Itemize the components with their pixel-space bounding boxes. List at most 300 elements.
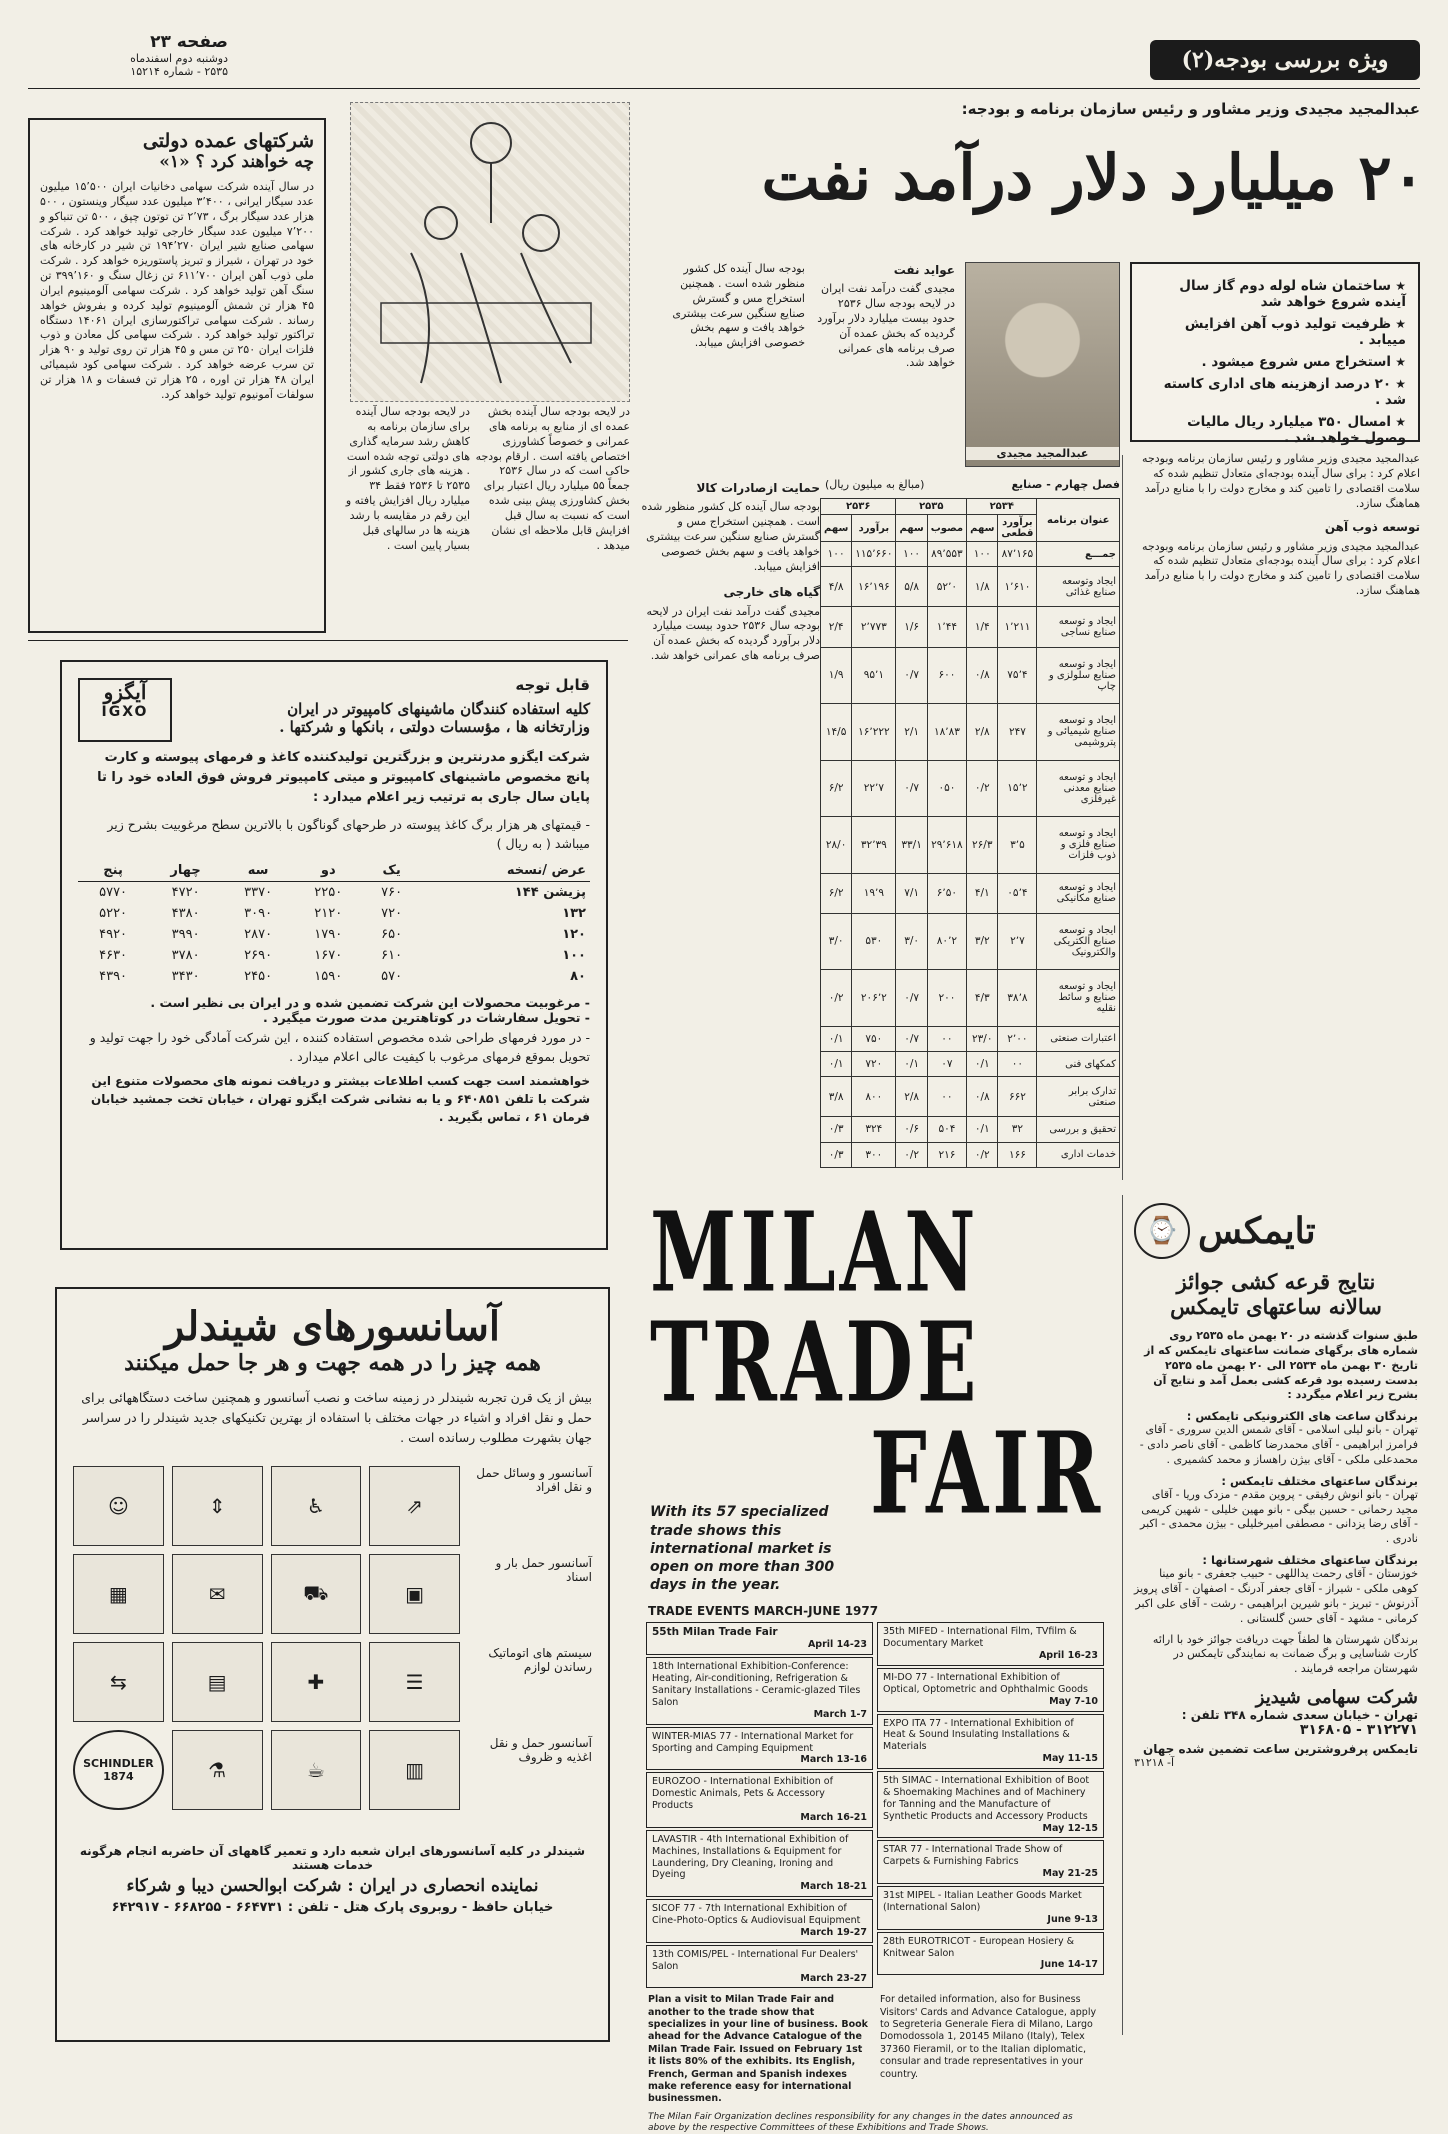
budget-row-label: جمـــع: [1037, 542, 1120, 567]
budget-cell: ۳/۸: [821, 1077, 852, 1117]
budget-row-label: ایجاد و توسعه صنایع مکانیکی: [1037, 873, 1120, 913]
schindler-footer-1: شیندلر در کلیه آسانسورهای ایران شعبه دارد و تعمیر گاههای آن حاضربه انجام هرگونه خدمات هستند: [79, 1844, 586, 1872]
budget-cell: ۱۶٬۲۲۲: [852, 704, 896, 761]
page-number: صفحه ۲۳: [150, 32, 228, 52]
price-col: پنج: [103, 862, 123, 878]
budget-cell: ۱٬۴۴: [927, 607, 966, 647]
price-col: سه: [247, 862, 269, 878]
trade-event: [646, 1657, 873, 1724]
price-cell: ۳۰۹۰: [244, 905, 273, 921]
budget-subcol: برآورد: [852, 515, 896, 542]
car-lift-icon: ⛟: [271, 1554, 362, 1634]
price-row: [78, 924, 590, 945]
price-cell: ۶۵۰: [381, 926, 403, 942]
trade-event-text: EUROZOO - International Exhibition of Domestic Animals, Pets & Accessory Products: [652, 1776, 833, 1812]
price-row: [78, 903, 590, 924]
budget-table-unit: (مبالغ به میلیون ریال): [825, 478, 925, 491]
schindler-headline: آسانسورهای شیندلر: [164, 1303, 501, 1350]
price-cell: ۲۶۹۰: [244, 947, 273, 963]
schindler-ad: [55, 1287, 610, 2042]
section-rule-left: [28, 640, 628, 641]
timex-ad: [1128, 1195, 1424, 2040]
milan-word: MILAN: [650, 1189, 980, 1317]
dumbwaiter-icon: ▥: [369, 1730, 460, 1810]
doctor-sketch-drawing: [351, 103, 631, 403]
passenger-elevator-icon: ⇕: [172, 1466, 263, 1546]
trade-event-text: MI-DO 77 - International Exhibition of Optical, Optometric and Ophthalmic Goods: [883, 1671, 1088, 1695]
price-cell: ۲۸۷۰: [244, 926, 273, 942]
budget-row-label: ایجاد وتوسعه صنایع غذائی: [1037, 567, 1120, 607]
subhead-oil: عواید نفت: [893, 263, 955, 277]
trade-event: [646, 1830, 873, 1897]
container-lift-icon: ▤: [172, 1642, 263, 1722]
budget-year-2536: ۲۵۳۶: [821, 499, 896, 515]
budget-cell: ۱۶۶: [998, 1142, 1037, 1167]
budget-cell: ۰۰: [927, 1077, 966, 1117]
price-cell: ۲۱۲۰: [314, 905, 343, 921]
trade-event: [877, 1771, 1104, 1838]
budget-row: [821, 913, 1120, 970]
schindler-footer-2: نماینده انحصاری در ایران : شرکت ابوالحسن دیبا و شرکاء: [126, 1876, 539, 1896]
portrait-photo: [965, 262, 1120, 467]
timex-phone: ۳۱۲۲۷۱ - ۳۱۶۸۰۵: [1299, 1722, 1418, 1739]
price-cell: ۳۷۸۰: [171, 947, 200, 963]
computer-ad-note-2: - تحویل سفارشات در کوتاهترین مدت صورت میگیرد .: [262, 1009, 590, 1025]
budget-cell: ۰/۳: [821, 1117, 852, 1142]
budget-cell: ۳٬۵: [998, 817, 1037, 874]
budget-cell: ۴/۱: [967, 873, 998, 913]
budget-row-label: تحقیق و بررسی: [1037, 1117, 1120, 1142]
trade-event: [877, 1932, 1104, 1976]
kitchen-lift-icon: ⚗: [172, 1730, 263, 1810]
trade-event: [646, 1772, 873, 1828]
price-cell: ۷۶۰: [381, 884, 403, 900]
trade-event-date: June 14-17: [1040, 1959, 1098, 1971]
trade-event-text: 35th MIFED - International Film, TVfilm & Documentary Market: [883, 1626, 1077, 1650]
price-row-width: ۱۰۰: [562, 947, 586, 963]
price-row-width: ۱۲۰: [562, 926, 586, 942]
budget-cell: ۸۷٬۱۶۵: [998, 542, 1037, 567]
schindler-icon-grid: [73, 1466, 460, 1826]
budget-cell: ۰/۲: [896, 1142, 927, 1167]
budget-year-2535: ۲۵۳۵: [896, 499, 967, 515]
column-rule: [1122, 455, 1123, 1180]
budget-cell: ۹۵٬۱: [852, 647, 896, 704]
schindler-logo: [73, 1730, 164, 1810]
budget-row-label: ایجاد و توسعه صنایع الکتریکی والکترونیک: [1037, 913, 1120, 970]
conveyor-icon: ☰: [369, 1642, 460, 1722]
price-row-width: ۱۳۲: [562, 905, 586, 921]
price-cell: ۵۷۰: [381, 968, 403, 984]
trade-event-date: March 16-21: [800, 1811, 867, 1823]
schindler-labels: [472, 1466, 592, 1826]
computer-ad-title: قابل توجه: [515, 676, 590, 694]
trade-event-date: April 16-23: [1038, 1650, 1098, 1662]
price-row: [78, 881, 590, 903]
budget-cell: ۰۵٬۴: [998, 873, 1037, 913]
price-cell: ۳۳۷۰: [244, 884, 273, 900]
paper-price-table: [78, 860, 590, 987]
timex-winners-header-3: برندگان ساعتهای مختلف شهرستانها :: [1202, 1553, 1418, 1568]
budget-cell: ۳۰۰: [852, 1142, 896, 1167]
budget-cell: ۸۰٬۲: [927, 913, 966, 970]
trade-event-date: March 18-21: [800, 1881, 867, 1893]
budget-row-label: اعتبارات صنعتی: [1037, 1026, 1120, 1051]
milan-tagline: With its 57 specialized trade shows this international market is open on more than 300 days in the year.: [650, 1504, 835, 1594]
milan-disclaimer: The Milan Fair Organization declines responsibility for any changes in the dates announced as above by the respective Committees of these Exhibitions and Trade Shows.: [648, 2111, 1073, 2133]
budget-row-label: خدمات اداری: [1037, 1142, 1120, 1167]
gov-companies-box: [28, 118, 326, 633]
budget-cell: ۱۹٬۹: [852, 873, 896, 913]
budget-cell: ۱/۸: [967, 567, 998, 607]
trade-event-date: March 19-27: [800, 1926, 867, 1938]
budget-cell: ۰/۶: [896, 1117, 927, 1142]
trade-event-text: SICOF 77 - 7th International Exhibition of Cine-Photo-Optics & Audiovisual Equipment: [652, 1903, 861, 1927]
timex-winners-1: تهران - بانو لیلی اسلامی - آقای شمس الدین سروری - آقای فرامرز ابراهیمی - آقای محمدرضا کاظمی - آقای ناصر دادی - محمدعلی ملکی - آقای بیژن راهساز و محمد کشمیری .: [1139, 1423, 1418, 1466]
budget-cell: ۱/۶: [896, 607, 927, 647]
doctor-sketch: [350, 102, 630, 402]
budget-row-label: تدارک برابر صنعتی: [1037, 1077, 1120, 1117]
budget-cell: ۶۰۰: [927, 647, 966, 704]
igxo-logo-fa: آیگزو: [103, 680, 147, 704]
price-cell: ۱۷۹۰: [314, 926, 343, 942]
lead-column-1: [1130, 452, 1420, 1192]
cargo-lift-icon: ▦: [73, 1554, 164, 1634]
trade-event: [646, 1945, 873, 1989]
budget-cell: ۱۸٬۸۳: [927, 704, 966, 761]
budget-cell: ۳۲٬۳۹: [852, 817, 896, 874]
price-col: چهار: [170, 862, 201, 878]
budget-cell: ۵/۸: [896, 567, 927, 607]
subhead-exports: حمایت ازصادرات کالا: [696, 481, 820, 495]
gov-companies-title: شرکتهای عمده دولتی: [142, 130, 314, 152]
document-lift-icon: ✉: [172, 1554, 263, 1634]
budget-cell: ۵۰۴: [927, 1117, 966, 1142]
trade-event-text: LAVASTIR - 4th International Exhibition of Machines, Installations & Equipment for Laundering, Dry Cleaning, Ironing and Dyeing: [652, 1833, 849, 1881]
price-cell: ۴۳۹۰: [99, 968, 128, 984]
budget-cell: ۷/۱: [896, 873, 927, 913]
price-cell: ۴۶۳۰: [99, 947, 128, 963]
budget-cell: ۰۰: [927, 1026, 966, 1051]
tourism-text: مجیدی گفت درآمد نفت ایران در لایحه بودجه سال ۲۵۳۶ حدود بیست میلیارد دلار برآورد گردیده که بخش عمده آن صرف برنامه های عمرانی خواهد شد.: [646, 604, 820, 663]
budget-cell: ۱۰۰: [896, 542, 927, 567]
trade-event-text: 31st MIPEL - Italian Leather Goods Market (International Salon): [883, 1890, 1082, 1913]
trade-event-title: 55th Milan Trade Fair: [652, 1626, 778, 1639]
budget-cell: ۸۰۰: [852, 1077, 896, 1117]
computer-ad: [60, 660, 608, 1250]
subhead-tourism: گیاه های خارجی: [723, 585, 820, 600]
budget-cell: ۳/۰: [821, 913, 852, 970]
trade-event-date: May 21-25: [1042, 1868, 1098, 1880]
trade-event: [646, 1622, 873, 1655]
middle-column-a: در لایحه بودجه سال آینده برای سازمان برنامه به کاهش رشد سرمایه گذاری های دولتی توجه شده است . هزینه های جاری کشور از ۲۵۳۵ تا ۲۵۳۶ فقط ۳۴ میلیارد ریال افزایش یافته و این رقم در مقایسه با رشد هزینه ها در سالهای قبل بسیار پایین است .: [345, 405, 470, 552]
budget-cell: ۰/۱: [896, 1051, 927, 1076]
timex-code: آ- ۳۱۲۱۸: [1134, 1756, 1175, 1770]
budget-table-container: [820, 498, 1120, 1168]
budget-cell: ۰۵۰: [927, 760, 966, 817]
budget-cell: ۰/۲: [821, 970, 852, 1027]
budget-cell: ۳/۲: [967, 913, 998, 970]
trade-event: [877, 1840, 1104, 1884]
milan-ad: [640, 1189, 1110, 2133]
price-cell: ۲۴۵۰: [244, 968, 273, 984]
budget-row: [821, 760, 1120, 817]
budget-subcol: سهم: [821, 515, 852, 542]
exports-text: بودجه سال آینده کل کشور منظور شده است . همچنین استخراج مس و گسترش صنایع سنگین سرعت بیشتری خواهد یافت و سهم بخش خصوصی افزایش مییابد.: [641, 500, 820, 573]
gov-companies-subtitle: چه خواهند کرد ؟ «۱»: [159, 152, 314, 172]
paper-price-body: [78, 881, 590, 987]
budget-cell: ۶/۲: [821, 873, 852, 913]
computer-ad-note-3: - در مورد فرمهای طراحی شده مخصوص استفاده کننده ، این شرکت آمادگی خود را جهت تولید و تحویل بموقع فرمهای مرغوب با کیفیت عالی اعلام میدارد .: [89, 1029, 590, 1064]
budget-cell: ۲٬۷۷۳: [852, 607, 896, 647]
timex-mascot-icon: ⌚: [1134, 1203, 1190, 1259]
budget-cell: ۰۷: [927, 1051, 966, 1076]
budget-cell: ۶٬۵۰: [927, 873, 966, 913]
trade-event-date: April 14-23: [807, 1639, 867, 1651]
budget-cell: ۲/۱: [896, 704, 927, 761]
timex-winners-header-2: برندگان ساعتهای مختلف تایمکس :: [1221, 1473, 1418, 1488]
budget-row: [821, 1026, 1120, 1051]
budget-cell: ۲۶/۳: [967, 817, 998, 874]
trade-event-date: March 23-27: [800, 1972, 867, 1984]
schindler-label: آسانسور حمل بار و اسناد: [495, 1556, 592, 1584]
price-cell: ۴۹۲۰: [99, 926, 128, 942]
highlight-item: ★ ۲۰ درصد ازهزینه های اداری کاسته شد .: [1144, 376, 1406, 408]
budget-cell: ۳۲۴: [852, 1117, 896, 1142]
trade-event-date: May 12-15: [1042, 1822, 1098, 1834]
lead-kicker: عبدالمجید مجیدی وزیر مشاور و رئیس سازمان برنامه و بودجه:: [961, 100, 1420, 118]
budget-cell: ۰/۸: [967, 647, 998, 704]
budget-cell: ۳۸٬۸: [998, 970, 1037, 1027]
budget-cell: ۲۰۶٬۲: [852, 970, 896, 1027]
timex-closing: برندگان شهرستان ها لطفاً جهت دریافت جوائز خود با ارائه کارت شناسایی و برگ ضمانت به نمایندگی تایمکس در شهرستان مراجعه فرمایند .: [1152, 1632, 1418, 1676]
price-col: یک: [382, 862, 401, 878]
subhead-steel: توسعه ذوب آهن: [1324, 520, 1420, 535]
highlight-item: ★ ظرفیت تولید ذوب آهن افزایش مییابد .: [1144, 316, 1406, 348]
budget-row: [821, 607, 1120, 647]
budget-cell: ۷۵۰: [852, 1026, 896, 1051]
trade-event-text: 13th COMIS/PEL - International Fur Dealers' Salon: [652, 1948, 859, 1972]
price-cell: ۱۶۷۰: [314, 947, 343, 963]
budget-cell: ۲۹٬۶۱۸: [927, 817, 966, 874]
computer-ad-note-1: - مرغوبیت محصولات این شرکت تضمین شده و در ایران بی نظیر است .: [150, 994, 590, 1010]
budget-row: [821, 567, 1120, 607]
budget-cell: ۲/۴: [821, 607, 852, 647]
budget-cell: ۰/۲: [967, 1142, 998, 1167]
budget-row: [821, 817, 1120, 874]
budget-row: [821, 1117, 1120, 1142]
trade-events-left: [646, 1622, 873, 1988]
budget-cell: ۰/۱: [967, 1051, 998, 1076]
timex-address: تهران - خیابان سعدی شماره ۳۴۸ تلفن :: [1181, 1708, 1418, 1723]
lead-headline: ۲۰ میلیارد دلار درآمد نفت: [761, 141, 1425, 214]
trade-event-text: STAR 77 - International Trade Show of Carpets & Furnishing Fabrics: [883, 1844, 1063, 1868]
budget-cell: ۱۴/۵: [821, 704, 852, 761]
budget-table-body: [821, 542, 1120, 1168]
price-cell: ۲۲۵۰: [314, 884, 343, 900]
budget-subcol: سهم: [896, 515, 927, 542]
igxo-logo: [78, 678, 172, 742]
price-col: دو: [320, 862, 336, 878]
masthead-rule: [28, 88, 1420, 89]
timex-footer: تایمکس پرفروشترین ساعت تضمین شده جهان: [1142, 1742, 1418, 1757]
budget-row-label: کمکهای فنی: [1037, 1051, 1120, 1076]
trade-events-right: [877, 1622, 1104, 1988]
highlight-item: ★ استخراج مس شروع میشود .: [1144, 354, 1406, 370]
budget-row: [821, 873, 1120, 913]
computer-ad-lead-2: وزارتخانه ها ، مؤسسات دولتی ، بانکها و شرکتها .: [279, 718, 590, 736]
price-cell: ۵۲۲۰: [99, 905, 128, 921]
price-cell: ۳۴۳۰: [171, 968, 200, 984]
budget-cell: ۳۲: [998, 1117, 1037, 1142]
price-cell: ۵۷۷۰: [99, 884, 128, 900]
timex-winners-3: خوزستان - آقای رحمت یداللهی - حبیب جعفری - بانو مینا کوهی ملکی - شیراز - آقای جعفر آدرنگ - اصفهان - آقای پرویز آذرنوش - تبریز - بانو شیرین ابراهیمی - رشت - آقای علی اکبر کرمانی - مشهد - آقای حسن گلستانی .: [1134, 1567, 1418, 1625]
budget-cell: ۳۳/۱: [896, 817, 927, 874]
budget-subcol: مصوب: [927, 515, 966, 542]
budget-row: [821, 1142, 1120, 1167]
budget-row-label: ایجاد و توسعه صنایع فلزی و ذوب فلزات: [1037, 817, 1120, 874]
price-cell: ۶۱۰: [381, 947, 403, 963]
price-col: عرض /نسخه: [506, 862, 586, 878]
budget-table: [820, 498, 1120, 1168]
budget-cell: ۳/۰: [896, 913, 927, 970]
exports-column: [640, 480, 820, 1150]
price-cell: ۴۳۸۰: [171, 905, 200, 921]
budget-cell: ۲/۸: [896, 1077, 927, 1117]
schindler-body: بیش از یک قرن تجربه شیندلر در زمینه ساخت و نصب آسانسور و همچنین ساخت دستگاههائی برای حمل و نقل افراد و اشیاء در جهات مختلف با استفاده از بهترین تکنیکهای جدید شیندلر را در سراسر جهان بشهرت مطلوب رسانده است .: [81, 1390, 592, 1445]
budget-cell: ۱۶٬۱۹۶: [852, 567, 896, 607]
budget-row: [821, 970, 1120, 1027]
trade-event: [877, 1886, 1104, 1930]
schindler-label: سیستم های اتوماتیک رساندن لوازم: [488, 1646, 592, 1674]
trade-event-date: March 13-16: [800, 1754, 867, 1766]
budget-cell: ۵۲٬۰: [927, 567, 966, 607]
milan-details-text: For detailed information, also for Business Visitors' Cards and Advance Catalogue, apply to Segreteria Generale Fiera di Milano, Largo Domodossola 1, 20145 Milano (Italy), Telex 37360 Fieramil, or to the Italian diplomatic, consular and trade representatives in your country.: [880, 1994, 1097, 2080]
budget-cell: ۰/۷: [896, 1026, 927, 1051]
budget-cell: ۰/۸: [967, 1077, 998, 1117]
trade-event-text: WINTER-MIAS 77 - International Market for Sporting and Camping Equipment: [652, 1730, 854, 1754]
schindler-logo-text: SCHINDLER: [83, 1757, 154, 1770]
trade-event-date: June 9-13: [1047, 1913, 1098, 1925]
trade-event-text: 18th International Exhibition-Conference: Heating, Air-conditioning, Refrigeration & Sanitary Installations - Ceramic-glazed Tiles Salon: [652, 1661, 861, 1708]
budget-cell: ۰/۷: [896, 970, 927, 1027]
budget-cell: ۱۰۰: [821, 542, 852, 567]
budget-cell: ۰/۷: [896, 760, 927, 817]
lead-column-2: [665, 262, 805, 472]
budget-year-2534: ۲۵۳۴: [967, 499, 1037, 515]
timex-intro: طبق سنوات گذشته در ۲۰ بهمن ماه ۲۵۳۵ روی شماره های برگهای ضمانت ساعتهای تایمکس که از تاریخ ۳۰ بهمن ماه ۲۵۳۴ الی ۲۰ بهمن ماه ۲۵۳۵ بدست رسیده بود قرعه کشی بعمل آمد و نتایج آن بشرح زیر اعلام میگردد :: [1144, 1329, 1418, 1402]
timex-rule: [1122, 1195, 1123, 2035]
issue-date: دوشنبه دوم اسفندماه: [130, 52, 228, 65]
budget-table-wrap: [825, 478, 1120, 494]
budget-col-title: عنوان برنامه: [1037, 499, 1120, 542]
timex-winners-header-1: برندگان ساعت های الکترونیکی تایمکس :: [1186, 1409, 1418, 1424]
igxo-logo-en: IGXO: [101, 704, 149, 720]
trade-event-text: EXPO ITA 77 - International Exhibition of Heat & Sound Insulating Installations & Materials: [883, 1717, 1074, 1753]
trade-event: [646, 1899, 873, 1943]
timex-company: شرکت سهامی شیدیز: [1255, 1687, 1418, 1709]
schindler-tagline: همه چیز را در همه جهت و هر جا حمل میکنند: [124, 1350, 541, 1376]
gov-companies-body: در سال آینده شرکت سهامی دخانیات ایران ۱۵٬۵۰۰ میلیون عدد سیگار ایرانی ، ۳٬۴۰۰ میلیون عدد سیگار وینستون ، ۵۰۰ هزار عدد سیگار برگ ، ۲٬۷۳ تن توتون چپق ، ۵۰۰ تن تنباکو و ۷٬۲۰۰ میلیون عدد سیگار خارجی تولید خواهد کرد . شرکت سهامی صنایع شیر ایران ۱۹۴٬۲۷۰ تن شیر در کارخانه های خود در تهران ، شیراز و تبریز پاستوریزه خواهد کرد . شرکت ملی ذوب آهن ایران ۶۱۱٬۷۰۰ تن زغال سنگ و ۳۹۹٬۱۶۰ تن سنگ آهن تولید خواهد کرد . شرکت سهامی آلومینیوم ایران ۴۵ هزار تن شمش آلومینیوم تولید کرده و بفروش خواهد رساند . شرکت سهامی تراکتورسازی ایران ۱۴۰۶۱ دستگاه تراکتور تولید خواهد کرد . شرکت سهامی کل معادن و ذوب فلزات ایران ۲۵۰ تن مس و ۴۵ هزار تن روی تولید و ۹۰ هزار تن سرب عرضه خواهد کرد . شرکت سهامی کود شیمیائی ایران ۴۸ هزار تن اوره ، ۲۵ هزار تن فسفات و ۱۸ هزار تن سولفات آمونیوم تولید خواهد کرد.: [40, 180, 315, 401]
budget-row-label: ایجاد و توسعه صنایع معدنی غیرفلزی: [1037, 760, 1120, 817]
price-cell: ۱۵۹۰: [314, 968, 343, 984]
budget-row: [821, 542, 1120, 567]
price-cell: ۳۹۹۰: [171, 926, 200, 942]
price-row-width: ۱۴۴ پزیشن: [514, 884, 586, 900]
budget-cell: ۶/۲: [821, 760, 852, 817]
budget-cell: ۲۱۶: [927, 1142, 966, 1167]
budget-table-title: فصل چهارم - صنایع: [1011, 478, 1120, 491]
budget-cell: ۷۲۰: [852, 1051, 896, 1076]
budget-cell: ۰/۷: [896, 647, 927, 704]
milan-plan-text: Plan a visit to Milan Trade Fair and another to the trade show that specializes in your line of business. Book ahead for the Advance Catalogue of the Milan Trade Fair. Issued on February 1st it lists 80% of the exhibits. Its English, French, German and Spanish indexes make reference easy for international businessmen.: [648, 1994, 868, 2105]
price-row: [78, 966, 590, 987]
budget-cell: ۱۵٬۲: [998, 760, 1037, 817]
lead-column-1-text-b: عبدالمجید مجیدی وزیر مشاور و رئیس سازمان برنامه وبودجه اعلام کرد : برای سال آینده بودجه‌ای متعادل تنظیم شده که سلامت اقتصادی را تامین کند و مخارج دولت را با منابع درآمد هماهنگ سازد.: [1142, 539, 1420, 598]
price-row-width: ۸۰: [570, 968, 586, 984]
trade-event-text: 28th EUROTRICOT - European Hosiery & Knitwear Salon: [883, 1935, 1075, 1959]
trade-events-grid: [640, 1622, 1110, 1988]
computer-ad-para-2: - قیمتهای هر هزار برگ کاغذ پیوسته در طرحهای گوناگون با بالاترین سطح مرغوبیت بشرح زیر میباشد ( به ریال ): [107, 817, 590, 852]
section-badge: ویژه بررسی بودجه(۲): [1150, 40, 1420, 80]
budget-row: [821, 647, 1120, 704]
issue-number: ۲۵۳۵ - شماره ۱۵۲۱۴: [130, 65, 228, 78]
price-cell: ۷۲۰: [381, 905, 403, 921]
hospital-lift-icon: ✚: [271, 1642, 362, 1722]
budget-cell: ۱٬۶۱۰: [998, 567, 1037, 607]
budget-row-label: ایجاد و توسعه صنایع و سائط نقلیه: [1037, 970, 1120, 1027]
lead-column-2-text: بودجه سال آینده کل کشور منظور شده است . همچنین استخراج مس و گسترش صنایع سنگین سرعت بیشتری خواهد یافت و سهم بخش خصوصی افزایش مییابد.: [672, 262, 805, 350]
budget-cell: ۰/۱: [967, 1117, 998, 1142]
budget-cell: ۰۰: [998, 1051, 1037, 1076]
automatic-delivery-icon: ⇆: [73, 1642, 164, 1722]
budget-row-label: ایجاد و توسعه صنایع شیمیائی و پتروشیمی: [1037, 704, 1120, 761]
fair-word: FAIR: [870, 1407, 1105, 1540]
budget-row: [821, 704, 1120, 761]
budget-subcol: سهم: [967, 515, 998, 542]
highlights-box: [1130, 262, 1420, 446]
budget-cell: ۸۹٬۵۵۳: [927, 542, 966, 567]
budget-row-label: ایجاد و توسعه صنایع نساجی: [1037, 607, 1120, 647]
budget-cell: ۲۲٬۷: [852, 760, 896, 817]
budget-cell: ۰/۳: [821, 1142, 852, 1167]
lead-column-3-text: مجیدی گفت درآمد نفت ایران در لایحه بودجه سال ۲۵۳۶ حدود بیست میلیارد دلار برآورد گردیده که بخش عمده آن صرف برنامه های عمرانی خواهد شد.: [817, 282, 955, 370]
trade-event: [877, 1714, 1104, 1770]
budget-row: [821, 1077, 1120, 1117]
lead-column-3: [815, 262, 955, 472]
trade-event: [646, 1727, 873, 1771]
escalator-icon: ⇗: [369, 1466, 460, 1546]
highlight-item: ★ ساختمان شاه لوله دوم گاز سال آینده شروع خواهد شد: [1144, 278, 1406, 310]
budget-cell: ۴/۸: [821, 567, 852, 607]
freight-lift-icon: ▣: [369, 1554, 460, 1634]
food-lift-icon: ☕: [271, 1730, 362, 1810]
price-cell: ۴۷۲۰: [171, 884, 200, 900]
schindler-label: آسانسور حمل و نقل اغذیه و ظروف: [489, 1736, 592, 1764]
budget-cell: ۲٬۷: [998, 913, 1037, 970]
budget-row: [821, 1051, 1120, 1076]
timex-headline-1: نتایج قرعه کشی جوائز: [1176, 1269, 1376, 1294]
budget-cell: ۱۰۰: [967, 542, 998, 567]
highlight-item: ★ امسال ۳۵۰ میلیارد ریال مالیات وصول خواهد شد .: [1144, 414, 1406, 446]
trade-event-text: 5th SIMAC - International Exhibition of Boot & Shoemaking Machines and of Machinery for Tanning and the Manufacture of Synthetic Products and Accessory Products: [883, 1775, 1090, 1822]
price-row: [78, 945, 590, 966]
budget-cell: ۱٬۲۱۱: [998, 607, 1037, 647]
portrait-caption: عبدالمجید مجیدی: [966, 447, 1119, 460]
schindler-logo-year: 1874: [103, 1770, 134, 1783]
budget-subcol: برآورد قطعی: [998, 515, 1037, 542]
budget-cell: ۲٬۰۰: [998, 1026, 1037, 1051]
